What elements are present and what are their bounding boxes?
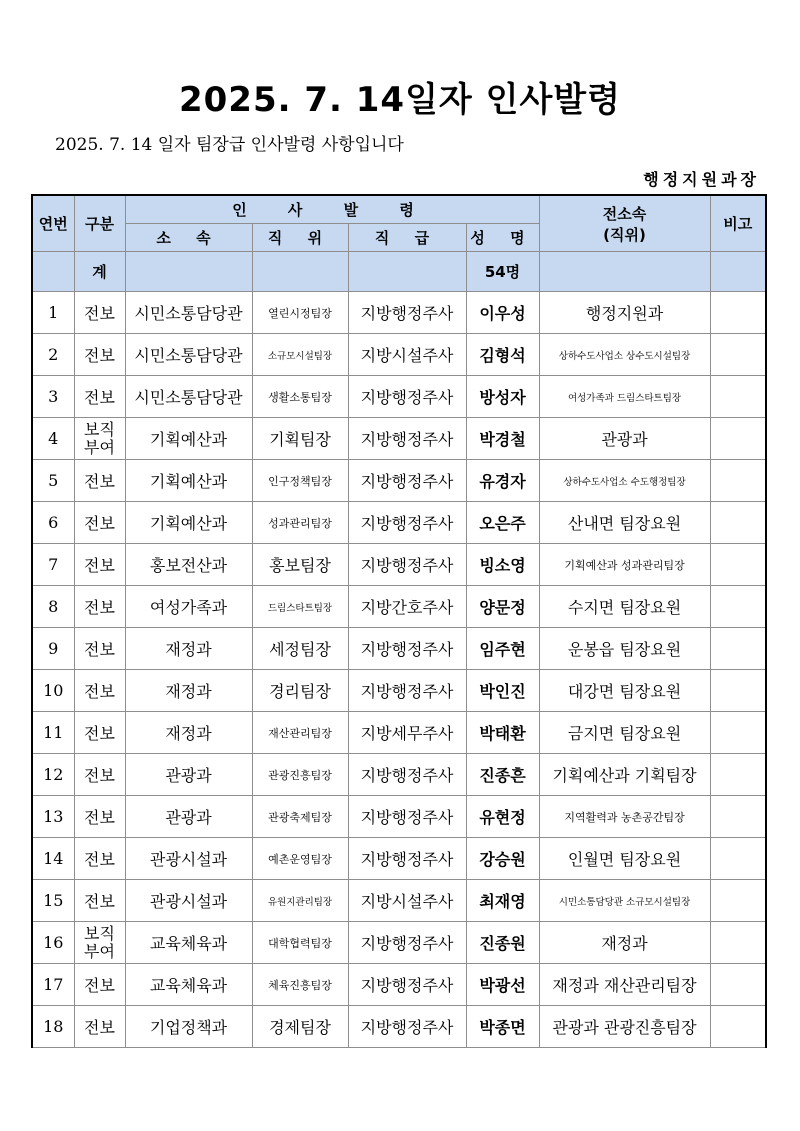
row-name: 박인진 <box>466 670 539 712</box>
row-rank: 지방행정주사 <box>348 670 466 712</box>
row-position: 세정팀장 <box>252 628 348 670</box>
row-affiliation: 교육체육과 <box>125 964 252 1006</box>
header-previous <box>539 195 710 252</box>
header-remarks: 비고 <box>710 195 766 252</box>
table-row <box>32 670 766 712</box>
total-no-cell <box>32 252 74 292</box>
row-no: 14 <box>32 838 74 880</box>
row-remarks <box>710 628 766 670</box>
header-previous-label: 전소속 <box>602 204 647 223</box>
department-signature: 행정지원과장 <box>643 170 760 189</box>
row-previous: 수지면 팀장요원 <box>539 586 710 628</box>
row-remarks <box>710 670 766 712</box>
subtitle: 2025. 7. 14 일자 팀장급 인사발령 사항입니다 <box>55 135 404 155</box>
row-type <box>74 922 125 964</box>
row-position: 관광축제팀장 <box>252 796 348 838</box>
row-previous: 지역활력과 농촌공간팀장 <box>539 796 710 838</box>
row-name: 오은주 <box>466 502 539 544</box>
row-affiliation: 관광시설과 <box>125 838 252 880</box>
row-remarks <box>710 922 766 964</box>
row-type-line: 부여 <box>84 437 115 457</box>
row-no: 11 <box>32 712 74 754</box>
row-type: 전보 <box>74 796 125 838</box>
total-row <box>32 252 766 292</box>
row-previous: 상하수도사업소 수도행정팀장 <box>539 460 710 502</box>
header-no: 연번 <box>32 195 74 252</box>
row-type: 전보 <box>74 586 125 628</box>
table-row <box>32 880 766 922</box>
row-previous: 재정과 <box>539 922 710 964</box>
row-no: 16 <box>32 922 74 964</box>
row-position: 재산관리팀장 <box>252 712 348 754</box>
row-no: 10 <box>32 670 74 712</box>
row-type: 전보 <box>74 628 125 670</box>
row-position: 유원지관리팀장 <box>252 880 348 922</box>
row-remarks <box>710 796 766 838</box>
table-row <box>32 334 766 376</box>
row-affiliation: 교육체육과 <box>125 922 252 964</box>
row-previous: 운봉읍 팀장요원 <box>539 628 710 670</box>
row-rank: 지방행정주사 <box>348 460 466 502</box>
page-title: 2025. 7. 14일자 인사발령 <box>178 80 621 120</box>
row-name: 박종면 <box>466 1006 539 1048</box>
row-affiliation: 기업정책과 <box>125 1006 252 1048</box>
row-affiliation: 기획예산과 <box>125 418 252 460</box>
row-affiliation: 여성가족과 <box>125 586 252 628</box>
table-row <box>32 922 766 964</box>
row-type: 전보 <box>74 838 125 880</box>
header-group: 인 사 발 령 <box>125 195 539 224</box>
row-no: 15 <box>32 880 74 922</box>
row-type: 전보 <box>74 334 125 376</box>
row-rank: 지방행정주사 <box>348 922 466 964</box>
row-affiliation: 관광과 <box>125 796 252 838</box>
row-affiliation: 기획예산과 <box>125 502 252 544</box>
header-rank: 직 급 <box>348 224 466 252</box>
row-type: 전보 <box>74 754 125 796</box>
row-name: 빙소영 <box>466 544 539 586</box>
table-row <box>32 544 766 586</box>
row-rank: 지방행정주사 <box>348 418 466 460</box>
table-row <box>32 1006 766 1048</box>
row-position: 생활소통팀장 <box>252 376 348 418</box>
row-previous: 여성가족과 드림스타트팀장 <box>539 376 710 418</box>
row-position: 드림스타트팀장 <box>252 586 348 628</box>
table-row <box>32 376 766 418</box>
total-empty-cell <box>252 252 348 292</box>
row-no: 1 <box>32 292 74 334</box>
table-row <box>32 418 766 460</box>
total-label: 계 <box>74 252 125 292</box>
table-row <box>32 460 766 502</box>
row-rank: 지방시설주사 <box>348 334 466 376</box>
row-affiliation: 기획예산과 <box>125 460 252 502</box>
row-type: 전보 <box>74 712 125 754</box>
total-count: 54명 <box>466 252 539 292</box>
row-name: 진종흔 <box>466 754 539 796</box>
row-previous: 관광과 <box>539 418 710 460</box>
row-rank: 지방행정주사 <box>348 838 466 880</box>
table-row <box>32 964 766 1006</box>
total-empty-cell <box>348 252 466 292</box>
row-type <box>74 418 125 460</box>
row-no: 12 <box>32 754 74 796</box>
row-remarks <box>710 712 766 754</box>
row-name: 양문정 <box>466 586 539 628</box>
row-affiliation: 홍보전산과 <box>125 544 252 586</box>
row-rank: 지방간호주사 <box>348 586 466 628</box>
row-previous: 산내면 팀장요원 <box>539 502 710 544</box>
row-no: 17 <box>32 964 74 1006</box>
row-name: 박태환 <box>466 712 539 754</box>
total-empty-cell <box>539 252 710 292</box>
row-no: 8 <box>32 586 74 628</box>
row-affiliation: 관광시설과 <box>125 880 252 922</box>
total-empty-cell <box>710 252 766 292</box>
row-no: 5 <box>32 460 74 502</box>
row-affiliation: 시민소통담당관 <box>125 292 252 334</box>
row-name: 최재영 <box>466 880 539 922</box>
row-name: 박경철 <box>466 418 539 460</box>
row-rank: 지방행정주사 <box>348 376 466 418</box>
table-row <box>32 292 766 334</box>
row-name: 김형석 <box>466 334 539 376</box>
row-name: 이우성 <box>466 292 539 334</box>
personnel-table <box>31 194 767 1048</box>
row-remarks <box>710 880 766 922</box>
row-type: 전보 <box>74 1006 125 1048</box>
row-previous: 시민소통담당관 소규모시설팀장 <box>539 880 710 922</box>
row-type: 전보 <box>74 880 125 922</box>
row-name: 유경자 <box>466 460 539 502</box>
row-no: 6 <box>32 502 74 544</box>
table-row <box>32 838 766 880</box>
row-remarks <box>710 502 766 544</box>
row-name: 유현정 <box>466 796 539 838</box>
header-previous-sub: (직위) <box>603 225 646 244</box>
row-position: 소규모시설팀장 <box>252 334 348 376</box>
row-position: 인구정책팀장 <box>252 460 348 502</box>
row-affiliation: 재정과 <box>125 628 252 670</box>
row-no: 7 <box>32 544 74 586</box>
row-remarks <box>710 544 766 586</box>
row-name: 임주현 <box>466 628 539 670</box>
table-row <box>32 502 766 544</box>
table-row <box>32 796 766 838</box>
row-previous: 대강면 팀장요원 <box>539 670 710 712</box>
row-previous: 인월면 팀장요원 <box>539 838 710 880</box>
row-previous: 상하수도사업소 상수도시설팀장 <box>539 334 710 376</box>
row-previous: 행정지원과 <box>539 292 710 334</box>
row-remarks <box>710 334 766 376</box>
table-row <box>32 586 766 628</box>
row-rank: 지방세무주사 <box>348 712 466 754</box>
header-name: 성 명 <box>466 224 539 252</box>
row-type-line: 보직 <box>84 419 115 439</box>
row-no: 4 <box>32 418 74 460</box>
row-no: 2 <box>32 334 74 376</box>
row-position: 대학협력팀장 <box>252 922 348 964</box>
row-previous: 기획예산과 기획팀장 <box>539 754 710 796</box>
table-row <box>32 628 766 670</box>
row-no: 13 <box>32 796 74 838</box>
row-rank: 지방행정주사 <box>348 502 466 544</box>
table-row <box>32 712 766 754</box>
header-row-1 <box>32 195 766 224</box>
row-no: 3 <box>32 376 74 418</box>
row-type: 전보 <box>74 964 125 1006</box>
row-position: 예촌운영팀장 <box>252 838 348 880</box>
row-rank: 지방행정주사 <box>348 292 466 334</box>
row-rank: 지방행정주사 <box>348 754 466 796</box>
row-rank: 지방행정주사 <box>348 1006 466 1048</box>
row-previous: 관광과 관광진흥팀장 <box>539 1006 710 1048</box>
row-affiliation: 시민소통담당관 <box>125 376 252 418</box>
row-remarks <box>710 838 766 880</box>
header-position: 직 위 <box>252 224 348 252</box>
row-remarks <box>710 964 766 1006</box>
row-rank: 지방행정주사 <box>348 964 466 1006</box>
row-position: 체육진흥팀장 <box>252 964 348 1006</box>
header-type: 구분 <box>74 195 125 252</box>
row-rank: 지방행정주사 <box>348 628 466 670</box>
total-empty-cell <box>125 252 252 292</box>
row-affiliation: 재정과 <box>125 712 252 754</box>
row-rank: 지방행정주사 <box>348 796 466 838</box>
row-type: 전보 <box>74 670 125 712</box>
row-remarks <box>710 754 766 796</box>
row-rank: 지방행정주사 <box>348 544 466 586</box>
row-name: 박광선 <box>466 964 539 1006</box>
row-position: 경제팀장 <box>252 1006 348 1048</box>
row-position: 열린시정팀장 <box>252 292 348 334</box>
row-name: 방성자 <box>466 376 539 418</box>
row-type-line: 보직 <box>84 923 115 943</box>
table-row <box>32 754 766 796</box>
row-type: 전보 <box>74 376 125 418</box>
row-type: 전보 <box>74 292 125 334</box>
row-remarks <box>710 292 766 334</box>
row-type: 전보 <box>74 460 125 502</box>
row-previous: 금지면 팀장요원 <box>539 712 710 754</box>
row-type: 전보 <box>74 502 125 544</box>
row-position: 관광진흥팀장 <box>252 754 348 796</box>
row-affiliation: 관광과 <box>125 754 252 796</box>
row-remarks <box>710 586 766 628</box>
row-previous: 기획예산과 성과관리팀장 <box>539 544 710 586</box>
row-affiliation: 재정과 <box>125 670 252 712</box>
row-remarks <box>710 460 766 502</box>
row-position: 홍보팀장 <box>252 544 348 586</box>
header-affiliation: 소 속 <box>125 224 252 252</box>
row-type-line: 부여 <box>84 941 115 961</box>
row-position: 성과관리팀장 <box>252 502 348 544</box>
row-name: 강승원 <box>466 838 539 880</box>
row-previous: 재정과 재산관리팀장 <box>539 964 710 1006</box>
row-position: 경리팀장 <box>252 670 348 712</box>
row-no: 18 <box>32 1006 74 1048</box>
row-remarks <box>710 418 766 460</box>
row-affiliation: 시민소통담당관 <box>125 334 252 376</box>
row-remarks <box>710 1006 766 1048</box>
row-name: 진종원 <box>466 922 539 964</box>
row-position: 기획팀장 <box>252 418 348 460</box>
row-rank: 지방시설주사 <box>348 880 466 922</box>
row-no: 9 <box>32 628 74 670</box>
row-remarks <box>710 376 766 418</box>
row-type: 전보 <box>74 544 125 586</box>
